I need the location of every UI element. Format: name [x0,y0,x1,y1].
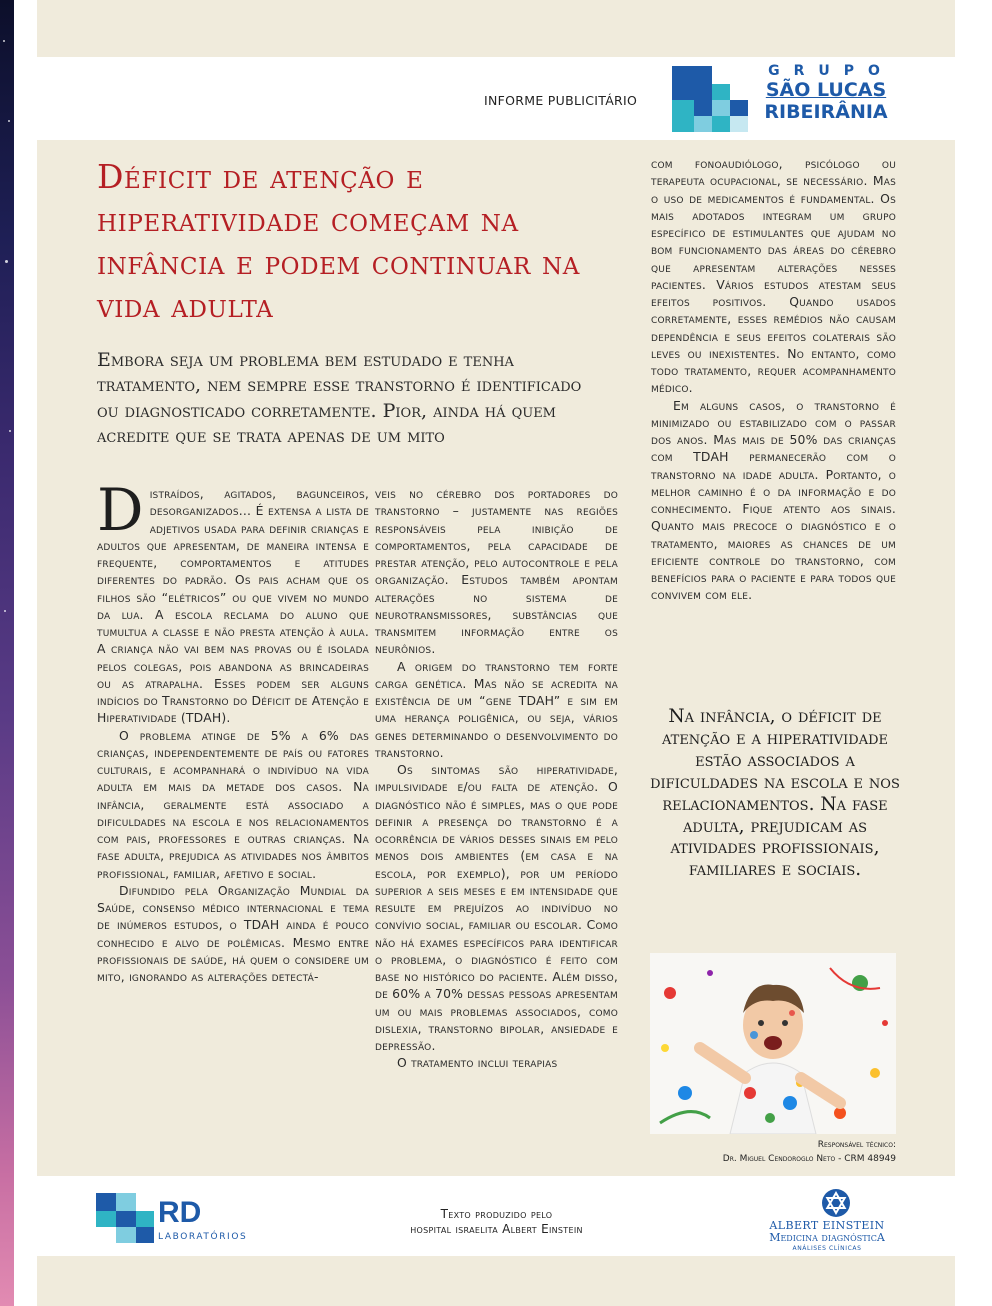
paragraph: Os sintomas são hiperatividade, impulsividade e/ou falta de atenção. O diagnóstico não é simples, mas o que pode definir a presença do transtorno é a ocorrência de vários desses sinais em pelo menos dois ambientes (em casa e na escola, por exemplo), por um período superior a seis meses e em intensidade que resulte em prejuízos ao indivíduo no convívio social, familiar ou escolar. Como não há exames específicos para identificar o problema, o diagnóstico é feito com base no histórico do paciente. Além disso, de 60% a 70% dessas pessoas apresentam um ou mais problemas associados, como dislexia, transtorno bipolar, ansiedade e depressão. [375,762,618,1053]
sao-lucas-logo-mark [672,66,748,132]
footer-line-1: Texto produzido pelo [440,1207,553,1221]
article-column-2 [375,485,618,1072]
credit-name: Dr. Miguel Cendoroglo Neto - CRM 48949 [722,1154,896,1164]
article-subtitle: Embora seja um problema bem estudado e tenha tratamento, nem sempre esse transtorno é identificado ou diagnosticado corretamente. Pior, ainda há quem acredite que se trata apenas de um mito [97,349,582,448]
paragraph: com fonoaudiólogo, psicólogo ou terapeuta ocupacional, se necessário. Mas o uso de medicamentos é fundamental. Os mais adotados integram um grupo específico de estimulantes que ajudam no bom funcionamento das áreas do cérebro que apresentam alterações nesses pacientes. Vários estudos atestam seus efeitos positivos. Quando usados corretamente, esses remédios não causam dependência e seus efeitos colaterais são leves ou inexistentes. No entanto, como todo tratamento, requer acompanhamento médico. [651,156,896,396]
sao-lucas-logo-text [752,64,900,123]
bottom-panel [37,1256,955,1306]
credit-label: Responsável técnico: [817,1140,896,1150]
child-paint-photo [650,953,896,1134]
article-title: Déficit de atenção e hiperatividade começam na infância e podem continuar na vida adulta [97,157,580,325]
paragraph: A origem do transtorno tem forte carga genética. Mas não se acredita na existência de um “gene TDAH” e sim em uma herança poligênica, ou seja, vários genes determinando o desenvolvimento do transtorno. [375,658,618,760]
albert-einstein-star-icon [821,1188,851,1218]
albert-einstein-name: ALBERT EINSTEIN [769,1219,885,1232]
logo-grupo: GRUPO [768,63,894,79]
left-decorative-strip [0,0,14,1306]
paragraph: O tratamento inclui terapias [397,1055,558,1071]
article-column-1 [97,476,369,985]
top-panel [37,0,955,57]
paragraph: Distraídos, agitados, bagunceiros, desorganizados... É extensa a lista de adjetivos usada para definir crianças e adultos que apresentam, de maneira intensa e frequente, comportamentos e atitudes diferentes do padrão. Os pais acham que os filhos são “elétricos” ou que vivem no mundo da lua. A escola reclama do aluno que tumultua a classe e não presta atenção à aula. A criança não vai bem nas provas ou é isolada pelos colegas, pois abandona as brincadeiras ou as atrapalha. Esses podem ser alguns indícios do Transtorno do Déficit de Atenção e Hiperatividade (TDAH). [97,476,369,726]
paragraph: Difundido pela Organização Mundial da Saúde, consenso médico internacional e tema de inúmeros estudos, o TDAH ainda é pouco conhecido e alvo de polêmicas. Mesmo entre profissionais de saúde, há quem o considere um mito, ignorando as alterações detectá- [97,882,369,984]
article-column-3 [651,155,896,604]
paragraph: O problema atinge de 5% a 6% das crianças, independentemente de país ou fatores culturais, e acompanhará o indivíduo na vida adulta em mais da metade dos casos. Na infância, geralmente está associado a dificuldades na escola e nos relacionamentos com pais, professores e outras crianças. Na fase adulta, prejudica as atividades nos âmbitos profissional, familiar, afetivo e social. [97,727,369,881]
informe-publicitario-label: INFORME PUBLICITÁRIO [484,93,638,108]
rd-logo-text: RD [158,1196,202,1229]
footer-line-2: hospital israelita Albert Einstein [410,1222,583,1236]
paragraph: veis no cérebro dos portadores do transtorno – justamente nas regiões responsáveis pela inibição de comportamentos, pela capacidade de prestar atenção, pelo autocontrole e pela organização. Estudos também apontam alterações no sistema de neurotransmissores, substâncias que transmitem informação entre os neurônios. [375,486,618,657]
paragraph: Em alguns casos, o transtorno é minimizado ou estabilizado com o passar dos anos. Mas mais de 50% das crianças com TDAH permanecerão com o transtorno na idade adulta. Portanto, o melhor caminho é o da informação e do conhecimento. Fique atento aos sinais. Quanto mais precoce o diagnóstico e o tratamento, maiores as chances de um eficiente controle do transtorno, com benefícios para o paciente e para todos que convivem com ele. [651,397,896,603]
rd-logo-mark [96,1193,156,1245]
technical-credit [620,1138,896,1166]
footer-credit-text [374,1207,619,1237]
rd-logo-subtext: LABORATÓRIOS [158,1232,248,1242]
logo-ribeirania: RIBEIRÂNIA [764,101,888,123]
pull-quote: Na infância, o déficit de atenção e a hiperatividade estão associados a dificuldades na escola e nos relacionamentos. Na fase adulta, prejudicam as atividades profissionais, familiares e sociais. [650,706,900,881]
logo-sao-lucas: SÃO LUCAS [765,79,887,101]
albert-einstein-analises: ANÁLISES CLÍNICAS [792,1245,862,1252]
albert-einstein-medicina: Medicina diagnósticA [769,1231,885,1244]
drop-cap: D [97,476,144,544]
